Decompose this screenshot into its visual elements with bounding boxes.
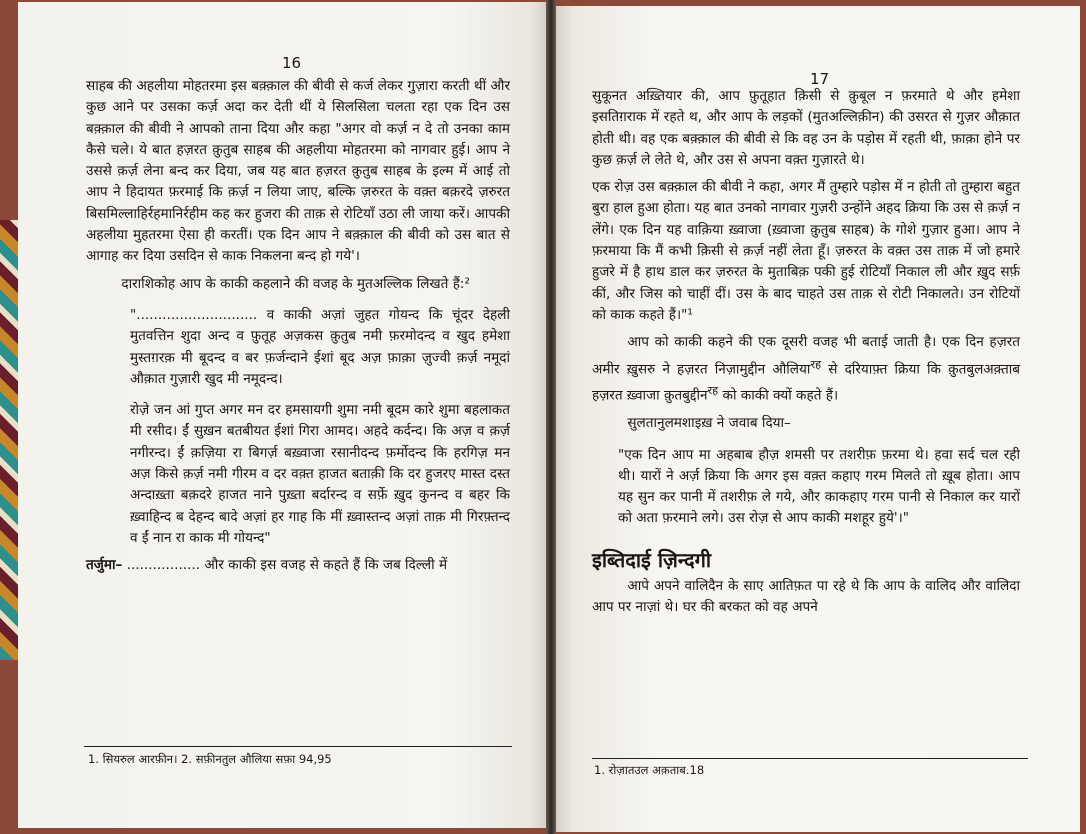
- paragraph: सुकूनत अख़्तियार की, आप फ़ुतूहात क़िसी से क़ुबूल न फ़रमाते थे और हमेशा इसतिग़राक में रहते थ, और आप के लड़कों (मुतअल्लिक़ीन) की उसरत से गुज़र औक़ात होती थी। वह एक बक़्क़ाल की बीवी से कि वह उन के पड़ोस में रहती थी, फ़ाक़ा होने पर कुछ क़र्ज़ ले लेते थे, और उस से अपना वक़्त गुज़ारते थे।: [592, 88, 1020, 168]
- decorative-border-strip: [0, 220, 18, 660]
- footnote-rule: [84, 746, 512, 747]
- page-body: [86, 76, 510, 577]
- quotation-block: [86, 305, 510, 549]
- paragraph: दाराशिकोह आप के काकी कहलाने की वजह के मुतअल्लिक लिखते हैं:²: [121, 275, 470, 292]
- book-spine: [546, 0, 556, 834]
- section-heading: इब्तिदाई ज़िन्दगी: [592, 547, 712, 572]
- page-number: 16: [282, 54, 302, 72]
- paragraph: आप को काकी कहने की एक दूसरी वजह भी बताई जाती है। एक दिन हज़रत अमीर ख़ुसरु ने हज़रत निज़ामुद्दीन औलिया$^{रह}$ से दरियाफ़्त क्रिया कि क़ुतबुलअक़्ताब हज़रत ख़्वाजा क़ुतबुद्दीन$^{रह}$ को काकी क्यों कहते हैं।: [592, 334, 1020, 404]
- translation-label: तर्जुमा–: [86, 557, 123, 574]
- paragraph: एक रोज़ उस बक़्क़ाल की बीवी ने कहा, अगर मैं तुम्हारे पड़ोस में न होती तो तुम्हारा बहुत बुरा हाल हुआ होता। यह बात उनको नागवार गुज़री उन्होंने अहद क्रिया कि उस से क़र्ज़ न लेंगे। एक दिन यह वाक़िया ख़्वाजा (ख़्वाजा क़ुतुब साहब) के गोशे गुज़ार हुआ। आप ने फ़रमाया कि मैं कभी क़िसी से क़र्ज़ नहीं लेता हूँ। ज़रुरत के वक़्त उस ताक़ में जो हमारे हुजरे में है हाथ डाल कर ज़रुरत के मुताबिक़ पकी हुई रोटियाँ निकाल ली और ख़ुद सर्फ़ कीं, और जिस को चाहीं दीं। उस के बाद चाहते उस ताक़ से रोटी निकालते। उन रोटियों को काक कहते हैं।"¹: [592, 179, 1020, 323]
- paragraph: साहब की अहलीया मोहतरमा इस बक़्क़ाल की बीवी से कर्ज लेकर गुज़ारा करती थीं और कुछ आने पर उसका कर्ज़ अदा कर देती थीं ये सिलसिला चलता रहा एक दिन उस बक़्क़ाल की बीवी ने आपको ताना दिया और कहा "अगर वो कर्ज़ न दे तो उनका काम कैसे चले। ये बात हज़रत क़ुतुब साहब की अहलीया मोहतरमा को नागवार हुई। आप ने उससे क़र्ज़ लेना बन्द कर दिया, जब यह बात हज़रत क़ुतुब साहब के इल्म में आई तो आप ने हिदायत फ़रमाई कि क़र्ज़ न लिया जाए, बल्कि ज़रुरत के वक़्त बक़रदे ज़रुरत बिसमिल्लाहिर्रहमानिर्रहीम कह कर हुजरा की ताक़ से रोटियाँ उठा ली जाया करें। आपकी अहलीया मुहतरमा ऐसा ही करतीं। एक दिन आप ने बक़्क़ाल की बीवी को उस बात से आगाह कर दिया उसदिन से काक निकलना बन्द हो गये'।: [86, 78, 510, 265]
- paragraph: सुलतानुलमशाइख़ ने जवाब दिया–: [627, 415, 791, 432]
- left-page: [18, 2, 552, 828]
- page-body: [592, 86, 1020, 618]
- quotation-block: [592, 445, 1020, 530]
- footnote-rule: [592, 758, 1028, 759]
- footnote: 1. सियरुल आरफ़ीन। 2. सफ़ीनतुल औलिया सफ़ा 94,95: [88, 752, 332, 766]
- right-page: [552, 6, 1080, 832]
- paragraph: आपे अपने वालिदैन के साए आतिफ़त पा रहे थे कि आप के वालिद और वालिदा आप पर नाज़ां थे। घर की बरकत को वह अपने: [592, 577, 1020, 615]
- quote-paragraph: "एक दिन आप मा अहबाब हौज़ शमसी पर तशरीफ़ फ़रमा थे। हवा सर्द चल रही थी। यारों ने अर्ज़ क्रिया कि अगर इस वक़्त कहाए गरम मिलते तो ख़ूब होता। आप यह सुन कर पानी में तशरीफ़ ले गये, और काकहाए गरम पानी से निकाल कर यारों को अता फ़रमाने लगे। उस रोज़ से आप काकी मशहूर हुये'।": [618, 446, 1020, 527]
- quote-paragraph: "............................ व काकी अज़ां जुहत गोयन्द कि चूंदर देहली मुतवत्तिन शुदा अन्द व फ़ुतूह अज़कस क़ुतुब नमी फ़रमोदन्द व खुद हमेशा मुस्तग़रक़ मी बूदन्द व बर फ़र्जन्दाने ईशां बूद अज़ फ़ाक़ा ज़ुज्वी क़र्ज़ नमूदां औक़ात गुज़ारी खुद मी नमूदन्द।: [130, 306, 510, 387]
- translation-line: [86, 555, 510, 576]
- page-number: 17: [810, 70, 830, 88]
- quote-paragraph: रोज़े जन आं गुप्त अगर मन दर हमसायगी शुमा नमी बूदम कारे शुमा बहलाकत मी रसीद। ईं सुख़न बतबीयत ईशां गिरा आमद। अहदे कर्दन्द। कि अज़ व क़र्ज़ नगीरन्द। ईं क़ज़िया रा बिगर्ज़ बख़्वाजा रसानीदन्द फ़र्मोदन्द कि हरगिज़ मन अज़ किसे क़र्ज़ नमी गीरम व दर वक़्त हाजत बताक़ी कि दर हुजरए मास्त दस्त अन्दाख़्ता बक़दरे हाजत नाने पुख़्ता बर्दारन्द व सर्फ़े ख़ुद कुनन्द व बहर कि ख़्वाहिन्द ब देहन्द बादे अज़ां हर गाह कि मीं ख़्वास्तन्द अज़ां ताक़ मी गिरफ़्तन्द व ईं नान रा काक मी गोयन्द": [130, 402, 510, 546]
- footnote: 1. रोज़ातउल अक़ताब.18: [594, 763, 705, 777]
- translation-text: ................. और काकी इस वजह से कहते हैं कि जब दिल्ली में: [122, 557, 448, 574]
